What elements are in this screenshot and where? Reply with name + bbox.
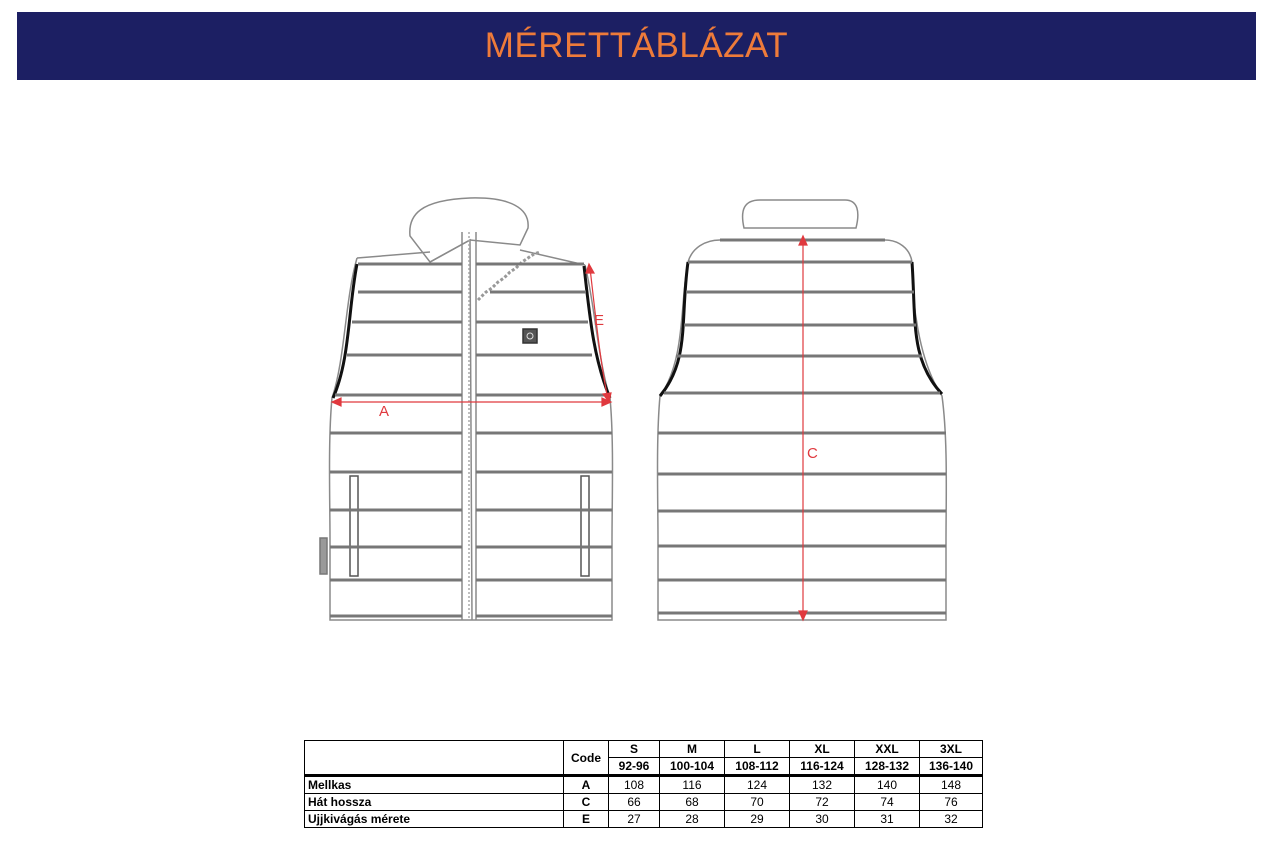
value-cell: 31 bbox=[855, 811, 920, 828]
row-label: Mellkas bbox=[305, 776, 564, 794]
value-cell: 29 bbox=[725, 811, 790, 828]
size-cell: XXL bbox=[855, 741, 920, 758]
size-cell: L bbox=[725, 741, 790, 758]
row-code: E bbox=[564, 811, 609, 828]
value-cell: 116 bbox=[660, 776, 725, 794]
code-header: Code bbox=[564, 741, 609, 776]
value-cell: 70 bbox=[725, 794, 790, 811]
range-cell: 136-140 bbox=[920, 758, 983, 776]
row-code: C bbox=[564, 794, 609, 811]
range-cell: 116-124 bbox=[790, 758, 855, 776]
measure-label-c: C bbox=[807, 445, 818, 462]
value-cell: 27 bbox=[609, 811, 660, 828]
value-cell: 140 bbox=[855, 776, 920, 794]
value-cell: 32 bbox=[920, 811, 983, 828]
size-cell: 3XL bbox=[920, 741, 983, 758]
measure-label-a: A bbox=[379, 403, 390, 420]
value-cell: 124 bbox=[725, 776, 790, 794]
range-cell: 128-132 bbox=[855, 758, 920, 776]
size-cell: M bbox=[660, 741, 725, 758]
table-row bbox=[305, 811, 983, 828]
front-vest-drawing bbox=[320, 198, 613, 620]
row-label: Hát hossza bbox=[305, 794, 564, 811]
value-cell: 30 bbox=[790, 811, 855, 828]
value-cell: 72 bbox=[790, 794, 855, 811]
range-cell: 100-104 bbox=[660, 758, 725, 776]
value-cell: 148 bbox=[920, 776, 983, 794]
measure-label-e: E bbox=[594, 312, 605, 329]
table-row bbox=[305, 776, 983, 794]
range-cell: 108-112 bbox=[725, 758, 790, 776]
blank-header-cell bbox=[305, 741, 564, 776]
value-cell: 74 bbox=[855, 794, 920, 811]
size-header-row bbox=[305, 741, 983, 758]
range-cell: 92-96 bbox=[609, 758, 660, 776]
value-cell: 68 bbox=[660, 794, 725, 811]
value-cell: 28 bbox=[660, 811, 725, 828]
measure-c-line bbox=[799, 236, 807, 620]
size-cell: S bbox=[609, 741, 660, 758]
back-quilting bbox=[658, 240, 946, 613]
row-code: A bbox=[564, 776, 609, 794]
value-cell: 66 bbox=[609, 794, 660, 811]
value-cell: 108 bbox=[609, 776, 660, 794]
value-cell: 76 bbox=[920, 794, 983, 811]
table-row bbox=[305, 794, 983, 811]
size-cell: XL bbox=[790, 741, 855, 758]
size-table bbox=[304, 740, 983, 828]
value-cell: 132 bbox=[790, 776, 855, 794]
row-label: Ujjkivágás mérete bbox=[305, 811, 564, 828]
page-title: MÉRETTÁBLÁZAT bbox=[484, 26, 789, 65]
